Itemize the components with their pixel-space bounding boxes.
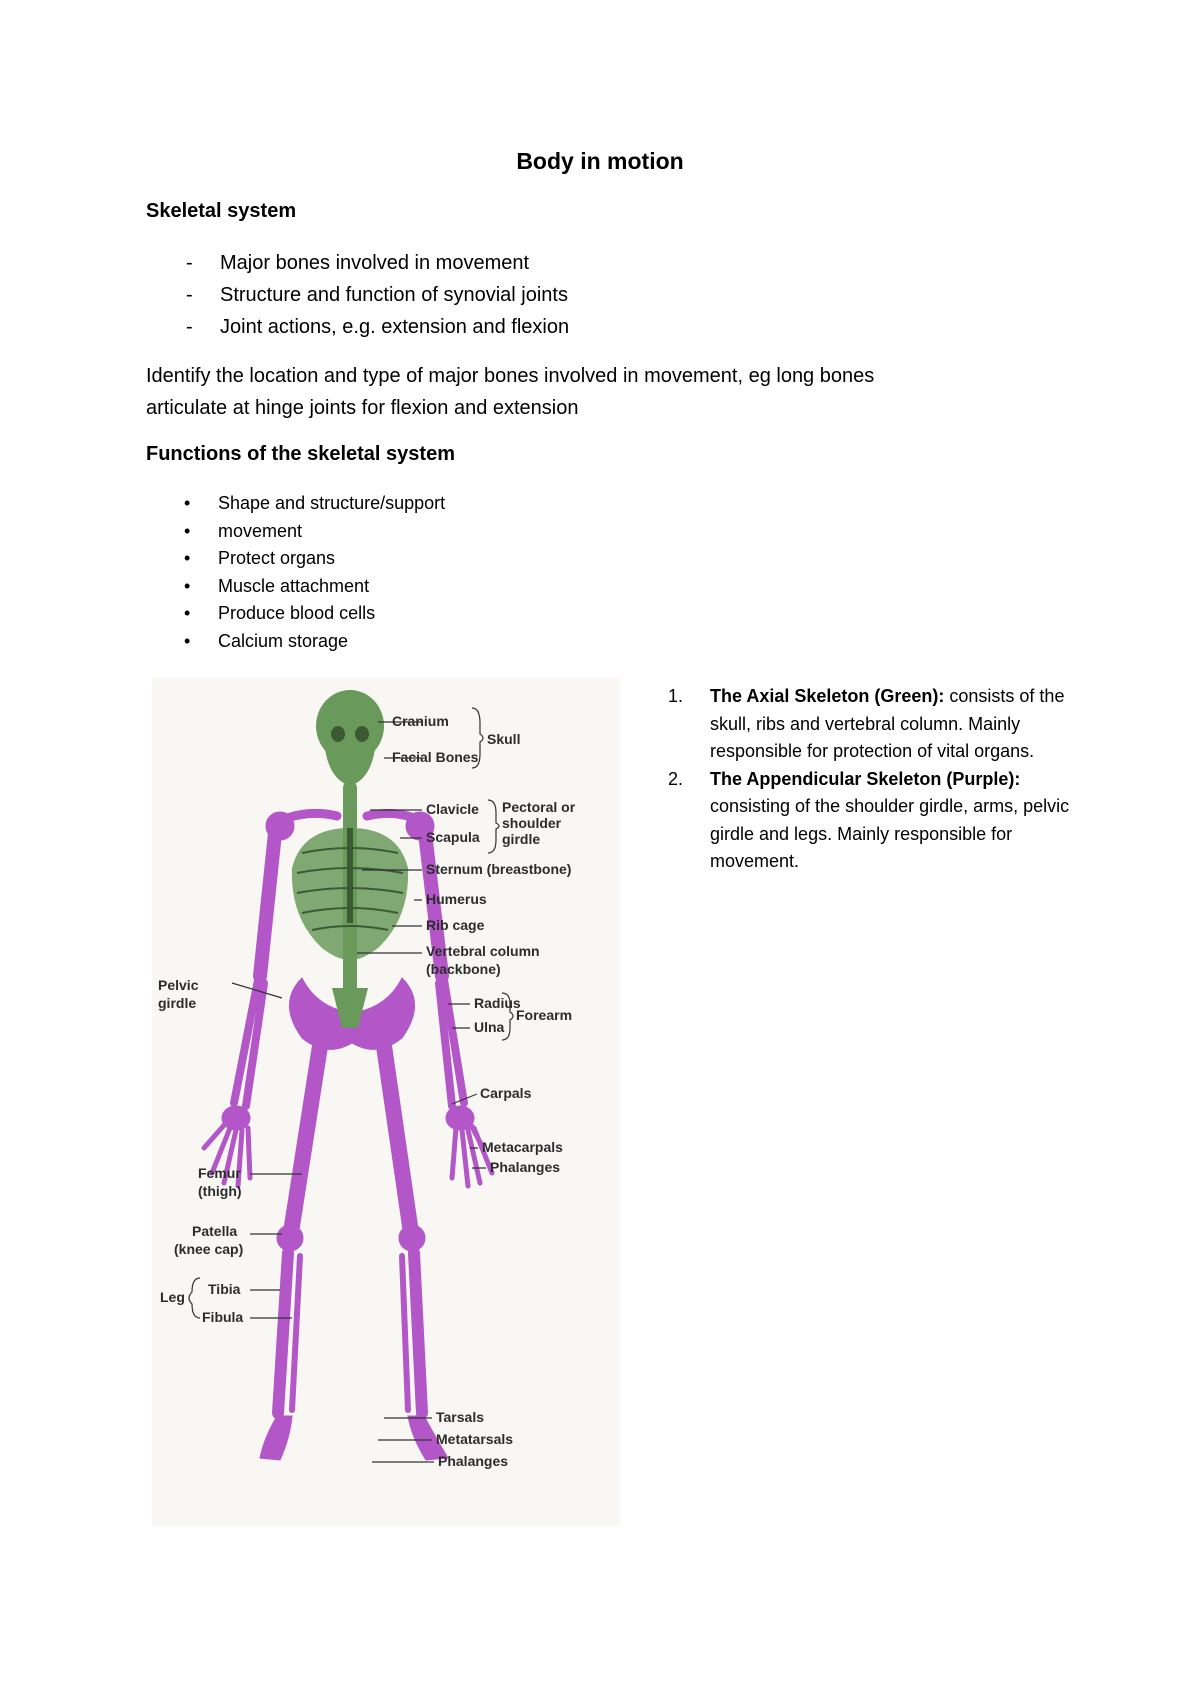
label-metacarpals: Metacarpals	[482, 1139, 563, 1155]
label-pelvic-2: girdle	[158, 995, 197, 1011]
list-item-text: Protect organs	[218, 548, 336, 569]
list-item	[184, 545, 445, 573]
list-item	[668, 683, 1088, 766]
skeleton-description-list	[668, 683, 1088, 876]
list-item	[184, 628, 445, 656]
paragraph-line: Identify the location and type of major bones involved in movement, eg long bones	[146, 365, 875, 387]
label-clavicle: Clavicle	[426, 801, 479, 817]
label-cranium: Cranium	[392, 713, 449, 729]
list-item-text: Joint actions, e.g. extension and flexion	[220, 315, 570, 338]
label-skull: Skull	[487, 731, 521, 747]
label-scapula: Scapula	[426, 829, 480, 845]
list-item-text: Muscle attachment	[218, 575, 370, 596]
label-femur-1: Femur	[198, 1165, 241, 1181]
list-item	[186, 247, 569, 279]
list-item	[186, 311, 569, 343]
list-item	[184, 573, 445, 601]
label-patella-2: (knee cap)	[174, 1241, 244, 1257]
bullet-marker: •	[184, 520, 191, 541]
list-item-text: Structure and function of synovial joints	[220, 283, 568, 306]
dash-marker: -	[186, 251, 193, 274]
label-humerus: Humerus	[426, 891, 487, 907]
dash-marker: -	[186, 283, 193, 306]
list-number: 1.	[668, 686, 684, 706]
list-item-text: movement	[218, 520, 303, 541]
bullet-marker: •	[184, 493, 191, 514]
identify-paragraph	[146, 360, 1046, 424]
skeletal-system-heading: Skeletal system	[146, 200, 297, 222]
label-pectoral-1: Pectoral or	[502, 799, 576, 815]
label-sternum: Sternum (breastbone)	[426, 861, 572, 877]
functions-list	[184, 490, 445, 655]
list-number: 2.	[668, 768, 684, 789]
list-item-bold: The Appendicular Skeleton (Purple):	[710, 768, 1021, 789]
label-vertebral-2: (backbone)	[426, 961, 501, 977]
label-pectoral-3: girdle	[502, 831, 541, 847]
list-item-text: Shape and structure/support	[218, 493, 446, 514]
list-item	[184, 518, 445, 546]
label-fibula: Fibula	[202, 1309, 244, 1325]
label-forearm: Forearm	[516, 1007, 573, 1023]
bullet-marker: •	[184, 603, 191, 624]
list-item	[668, 766, 1088, 876]
page-title: Body in motion	[516, 148, 684, 174]
label-vertebral-1: Vertebral column	[426, 943, 540, 959]
label-phalanges-hand: Phalanges	[490, 1159, 561, 1175]
list-item-text	[710, 683, 1088, 766]
list-item-text: Major bones involved in movement	[220, 251, 530, 274]
label-rib-cage: Rib cage	[426, 917, 485, 933]
list-item-bold: The Axial Skeleton (Green):	[710, 686, 945, 706]
list-item-body: consists of the skull, ribs and vertebral column. Mainly responsible for protection of vital organs.	[710, 686, 1065, 761]
list-item	[186, 279, 569, 311]
label-radius: Radius	[474, 995, 521, 1011]
figure-label-text	[158, 713, 576, 1469]
label-metatarsals: Metatarsals	[436, 1431, 514, 1447]
functions-heading: Functions of the skeletal system	[146, 443, 455, 465]
topic-list	[186, 247, 569, 343]
label-ulna: Ulna	[474, 1019, 505, 1035]
bullet-marker: •	[184, 575, 191, 596]
skeleton-figure	[152, 678, 620, 1526]
axial-skeleton	[292, 690, 408, 1028]
label-tarsals: Tarsals	[436, 1409, 484, 1425]
dash-marker: -	[186, 315, 193, 338]
bullet-marker: •	[184, 548, 191, 569]
label-patella-1: Patella	[192, 1223, 238, 1239]
skeleton-diagram	[152, 678, 620, 1526]
label-leg: Leg	[160, 1289, 185, 1305]
label-facial-bones: Facial Bones	[392, 749, 479, 765]
label-pectoral-2: shoulder	[502, 815, 562, 831]
list-item-body: consisting of the shoulder girdle, arms, pelvic girdle and legs. Mainly responsible for movement.	[710, 796, 1070, 871]
label-phalanges-foot: Phalanges	[438, 1453, 509, 1469]
label-femur-2: (thigh)	[198, 1183, 242, 1199]
list-item-text	[710, 766, 1088, 876]
bullet-marker: •	[184, 630, 191, 651]
label-tibia: Tibia	[208, 1281, 241, 1297]
list-item	[184, 600, 445, 628]
list-item	[184, 490, 445, 518]
label-carpals: Carpals	[480, 1085, 532, 1101]
list-item-text: Produce blood cells	[218, 603, 376, 624]
paragraph-line: articulate at hinge joints for flexion and extension	[146, 397, 579, 419]
list-item-text: Calcium storage	[218, 630, 349, 651]
label-pelvic-1: Pelvic	[158, 977, 199, 993]
